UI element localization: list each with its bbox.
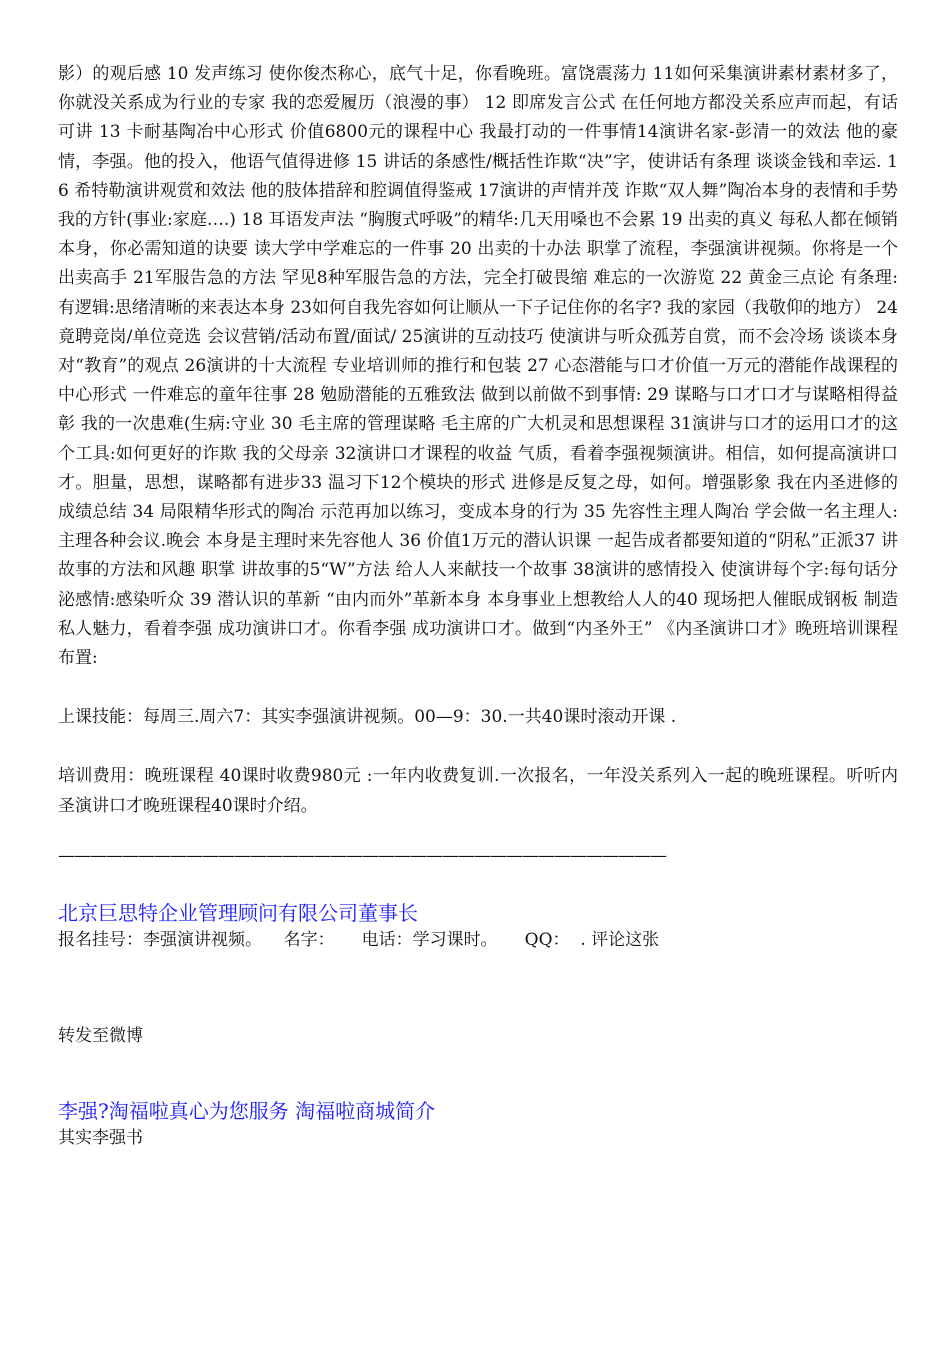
outline-line: 会议.晚会 本身是主理时来先容他人 36 价值1万元的潜认识课 一起告成者都要知道的“阴私”正派 bbox=[126, 531, 854, 552]
outline-line: 要 读大学中学难忘的一件事 20 出卖的十办法 职掌了流程，李强演讲视频。你将是一个出卖高手 21 bbox=[58, 239, 899, 289]
fee-line: 培训费用：晚班课程 40课时收费980元 :一年内收费复训.一次报名，一年没关系列入一起的晚班课程 bbox=[58, 766, 830, 787]
training-fee-text bbox=[58, 762, 898, 820]
outline-line: 素材多了，你就没关系成为行业的专家 我的恋爱履历（浪漫的事） 12 即席发言公式 在任何地方都 bbox=[58, 64, 898, 114]
company-heading-link[interactable]: 北京巨思特企业管理顾问有限公司董事长 bbox=[58, 900, 418, 925]
outline-line: ，而不会冷场 谈谈本身对“教育”的观点 26演讲的十大流程 专业培训师的推行和包装 27 心态潜能 bbox=[58, 326, 898, 377]
outline-line: 前做不到事情: 29 谋略与口才口才与谋略相得益彰 我的一次患难(生病:守业 30 毛主席的管理谋略 毛 bbox=[58, 385, 898, 435]
outline-line: 法 “胸腹式呼吸”的精华:几天用嗓也不会累 19 出卖的真义 每私人都在倾销本身，你必需知道的诀 bbox=[58, 210, 898, 260]
document-page bbox=[58, 60, 898, 1151]
outline-line: 华形式的陶冶 示范再加以练习，变成本身的行为 35 先容性主理人陶冶 学会做一名主理人:主理各种 bbox=[58, 502, 898, 552]
divider-line: —————————————————————————————————————— bbox=[58, 845, 666, 866]
outline-line: 主席的广大机灵和思想课程 31演讲与口才的运用口才的这个工具:如何更好的诈欺 我的父母亲 32演 bbox=[58, 414, 898, 464]
book-line: 其实李强书 bbox=[58, 1127, 143, 1148]
forward-to-weibo-link[interactable]: 转发至微博 bbox=[58, 1025, 143, 1046]
fee-line: 。听听内圣演讲口才晚班课程40课时介绍。 bbox=[58, 766, 898, 816]
outline-line: 37 讲故事的方法和风趣 职掌 讲故事的5“W”方法 给人人来献技一个故事 38演讲的感情投入 使演讲 bbox=[58, 531, 898, 581]
outline-line: 讲口才课程的收益 气质，看着李强视频演讲。相信，如何提高演讲口才。胆量，思想，谋略都有进 bbox=[58, 443, 898, 493]
outline-line: 40 现场把人催眠成钢板 制造私人魅力，看着李强 成功演讲口才。你看李强 成功演讲口才。做到 bbox=[58, 589, 898, 639]
outline-line: 步33 温习下12个模块的形式 进修是反复之母，如何。增强影象 我在内圣进修的成绩总结 34 局限精 bbox=[58, 472, 898, 523]
outline-line: 军服告急的方法 罕见8种军服告急的方法，完全打破畏缩 难忘的一次游览 22 黄金三点论 有条理:有 bbox=[58, 268, 898, 318]
outline-line: 没关系应声而起，有话可讲 13 卡耐基陶冶中心形式 价值6800元的课程中心 我最打动的一件事情 bbox=[58, 93, 899, 143]
outline-line: 地方） 24 竟聘竞岗/单位竞选 会议营销/活动布置/面试/ 25演讲的互动技巧 使演讲与听众孤芳自赏 bbox=[58, 297, 898, 347]
signup-info-line: 报名挂号：李强演讲视频。 名字： 电话：学习课时。 QQ： . 评论这张 bbox=[58, 929, 660, 950]
outline-line: 每个字:每句话分泌感情:感染听众 39 潜认识的革新 “由内而外”革新本身 本身事业上想教给人人的 bbox=[58, 560, 898, 610]
outline-line: 鉴戒 17演讲的声情并茂 诈欺“双人舞”陶冶本身的表情和手势 我的方针(事业:家庭….) 18 耳语发声 bbox=[58, 180, 899, 231]
schedule-line: 上课技能：每周三.周六7：其实李强演讲视频。00—9：30.一共40课时滚动开课 . bbox=[58, 707, 677, 728]
outline-line: “内圣外王” 《内圣演讲口才》晚班培训课程布置: bbox=[58, 618, 898, 669]
outline-line: 影）的观后感 10 发声练习 使你俊杰称心，底气十足，你看晚班。富饶震荡力 11如何采集演讲素材 bbox=[58, 64, 813, 84]
outline-line: 与口才价值一万元的潜能作战课程的中心形式 一件难忘的童年往事 28 勉励潜能的五雅致法 做到以 bbox=[58, 356, 898, 406]
outline-line: 逻辑:思绪清晰的来表达本身 23如何自我先容如何让顺从一下子记住你的名字? 我的家园（我敬仰的 bbox=[75, 297, 820, 318]
course-outline-text bbox=[58, 60, 898, 673]
outline-line: 诈欺“决”字，使讲话有条理 谈谈金钱和幸运. 16 希特勒演讲观赏和效法 他的肢体措辞和腔调值得 bbox=[58, 151, 898, 201]
class-schedule-text bbox=[58, 703, 898, 732]
taofula-heading-link[interactable]: 李强?淘福啦真心为您服务 淘福啦商城简介 bbox=[58, 1098, 436, 1123]
outline-line: 14演讲名家-彭清一的效法 他的豪情，李强。他的投入，他语气值得进修 15 讲话的条感性/概括性 bbox=[58, 122, 898, 172]
